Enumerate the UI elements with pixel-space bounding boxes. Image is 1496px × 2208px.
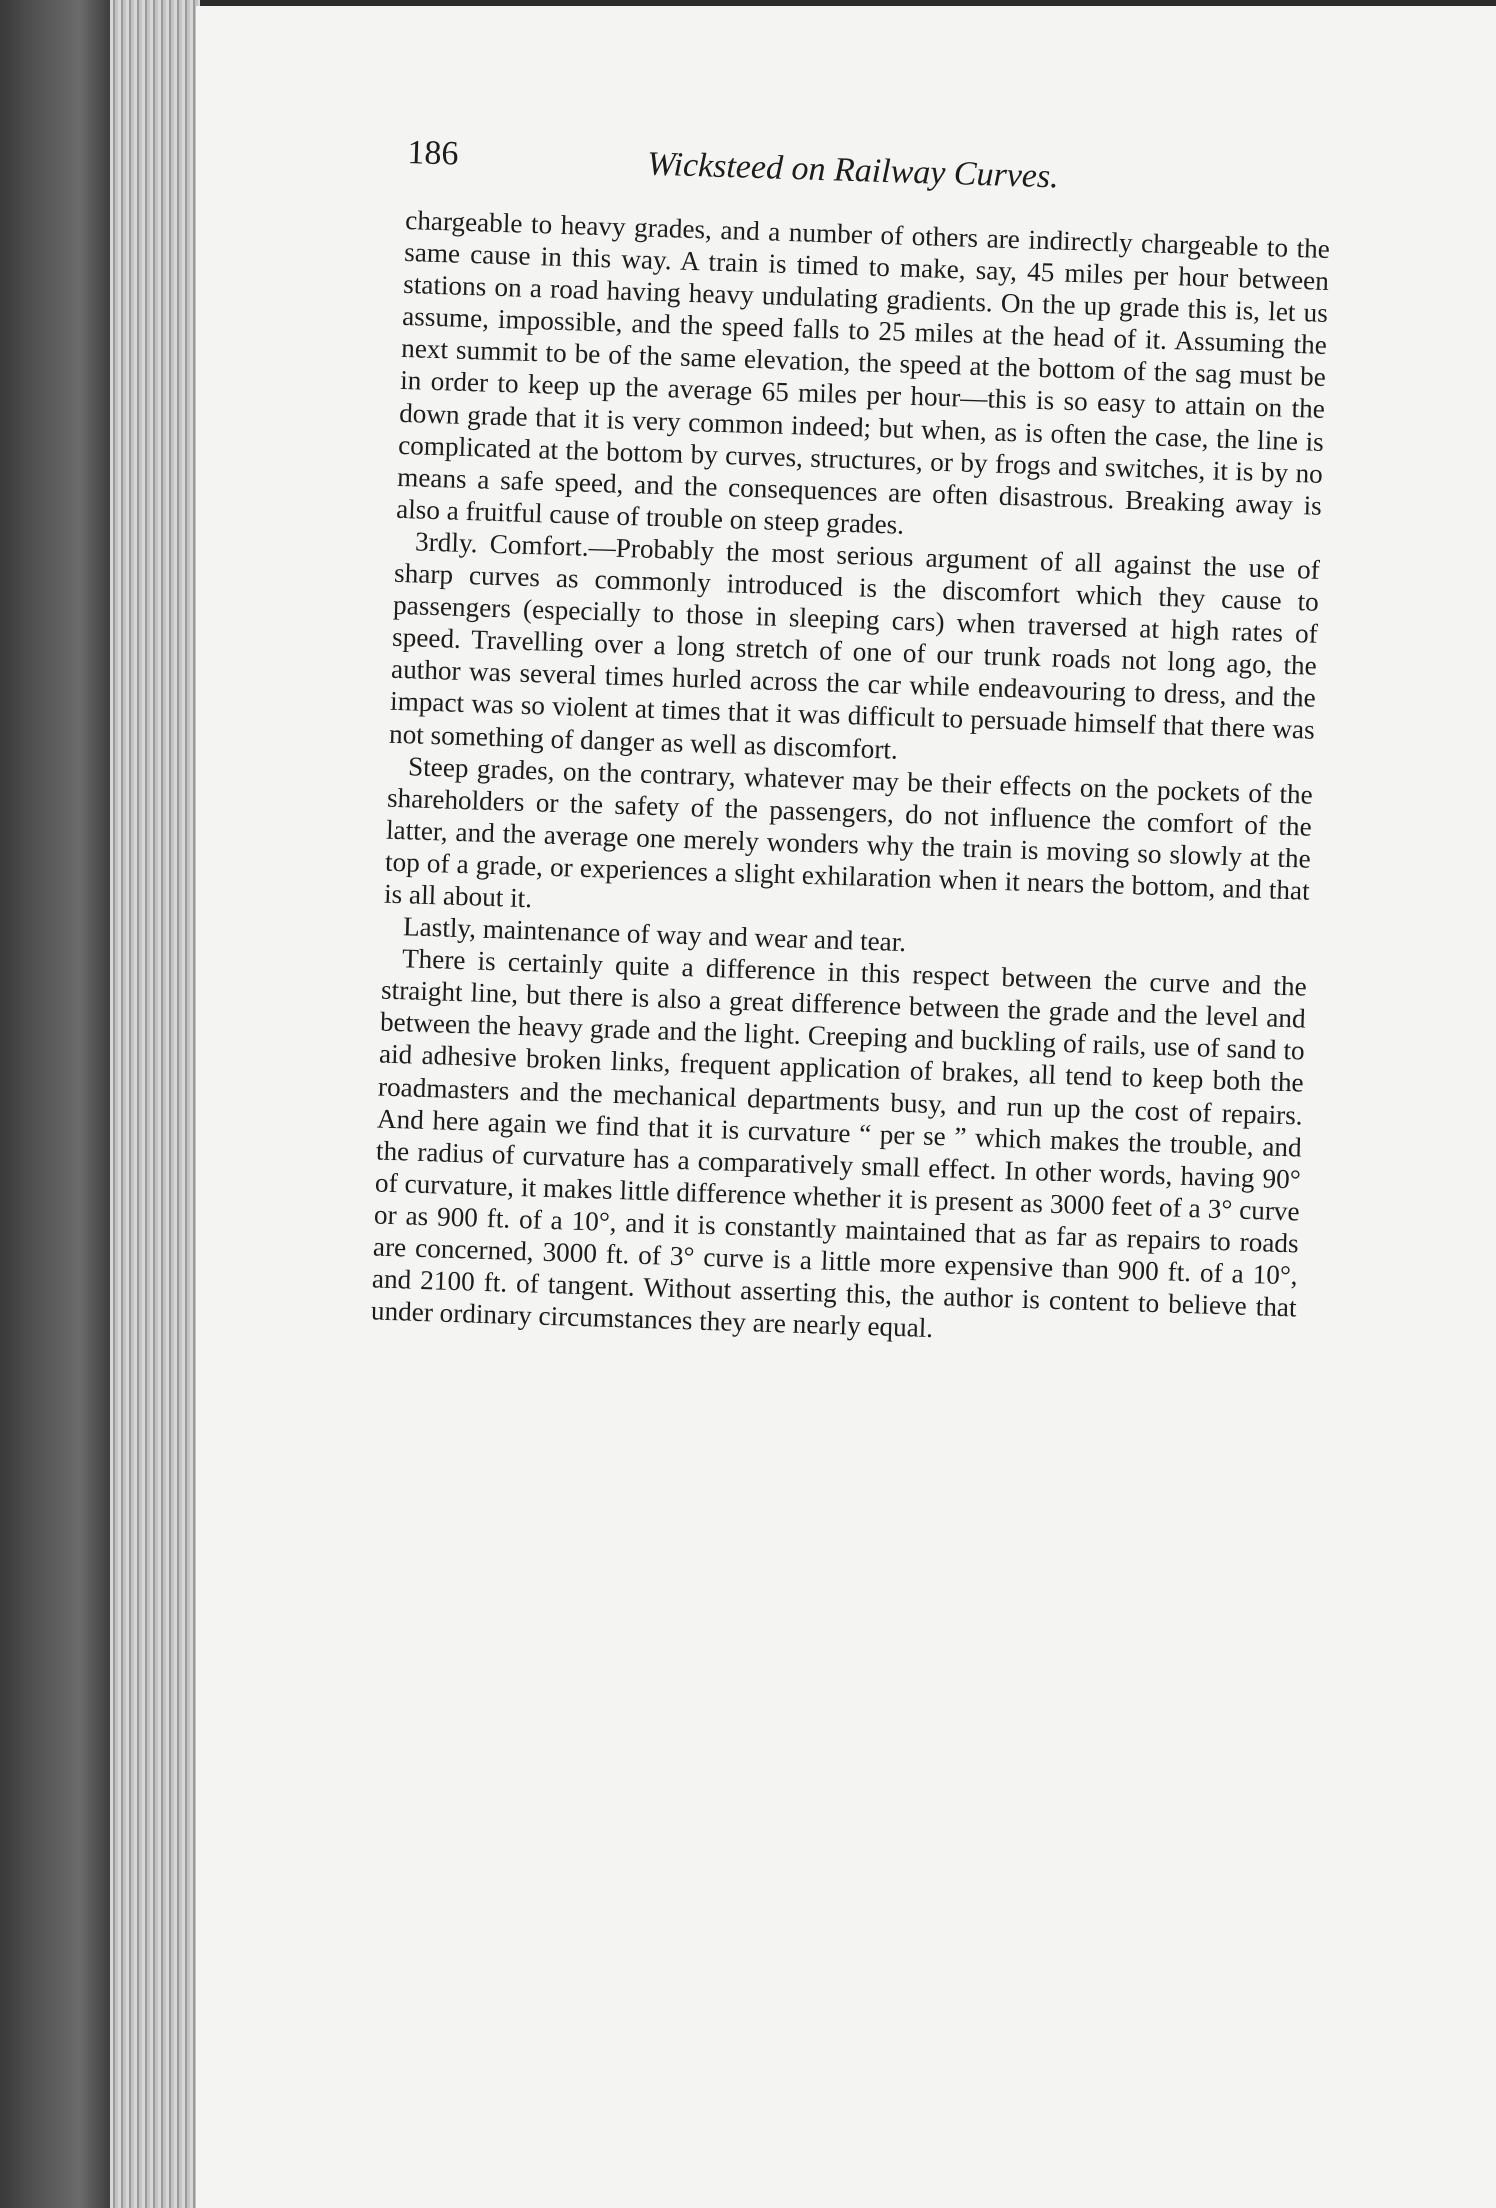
body-text bbox=[371, 204, 1331, 1356]
running-title: Wicksteed on Railway Curves. bbox=[646, 145, 1060, 196]
page-content bbox=[371, 134, 1333, 1356]
paragraph-grades-continued: chargeable to heavy grades, and a number of others are indirectly chargeable to the same cause in this way. A train is timed to make, say, 45 miles per hour between stations on a road having heavy undulating gradients. On the up grade this is, let us assume, impossible, and the speed falls to 25 miles at the head of it. Assuming the next summit to be of the same elevation, the speed at the bottom of the sag must be in order to keep up the average 65 miles per hour—this is so easy to attain on the down grade that it is very common indeed; but when, as is often the case, the line is complicated at the bottom by curves, structures, or by frogs and switches, it is by no means a safe speed, and the consequences are often disastrous. Breaking away is also a fruitful cause of trouble on steep grades. bbox=[395, 204, 1331, 540]
paragraph-comfort: 3rdly. Comfort.—Probably the most serious argument of all against the use of sharp curves as commonly introduced is the discomfort which they cause to passengers (especially to those in sleeping cars) when traversed at high rates of speed. Travelling over a long stretch of one of our trunk roads not long ago, the author was several times hurled across the car while endeavouring to dress, and the impact was so violent at times that it was difficult to persuade himself that there was not something of danger as well as discomfort. bbox=[388, 526, 1321, 765]
paragraph-steep-grades: Steep grades, on the contrary, whatever may be their effects on the pockets of the shareholders or the safety of the passengers, do not influence the comfort of the latter, and the average one merely wonders why the train is moving so slowly at the top of a grade, or experiences a slight exhilaration when it nears the bottom, and that is all about it. bbox=[383, 750, 1314, 914]
paragraph-maintenance: There is certainly quite a difference in this respect between the curve and the straight line, but there is also a great difference between the grade and the level and between the heavy grade and the light. Creeping and buckling of rails, use of sand to aid adhesive broken links, frequent application of brakes, all tend to keep both the roadmasters and the mechanical departments busy, and run up the cost of repairs. And here again we find that it is curvature “ per se ” which makes the trouble, and the radius of curvature has a comparatively small effect. In other words, having 90° of curvature, it makes little difference whether it is present as 3000 feet of a 3° curve or as 900 ft. of a 10°, and it is constantly maintained that as far as repairs to roads are concerned, 3000 ft. of 3° curve is a little more expensive than 900 ft. of a 10°, and 2100 ft. of tangent. Without asserting this, the author is content to believe that under ordinary circumstances they are nearly equal. bbox=[370, 943, 1308, 1344]
page-number: 186 bbox=[406, 134, 459, 173]
page-sheet bbox=[196, 6, 1496, 2208]
paragraph-maintenance-heading: Lastly, maintenance of way and wear and tear. bbox=[402, 911, 907, 958]
page-edges bbox=[110, 0, 200, 2208]
